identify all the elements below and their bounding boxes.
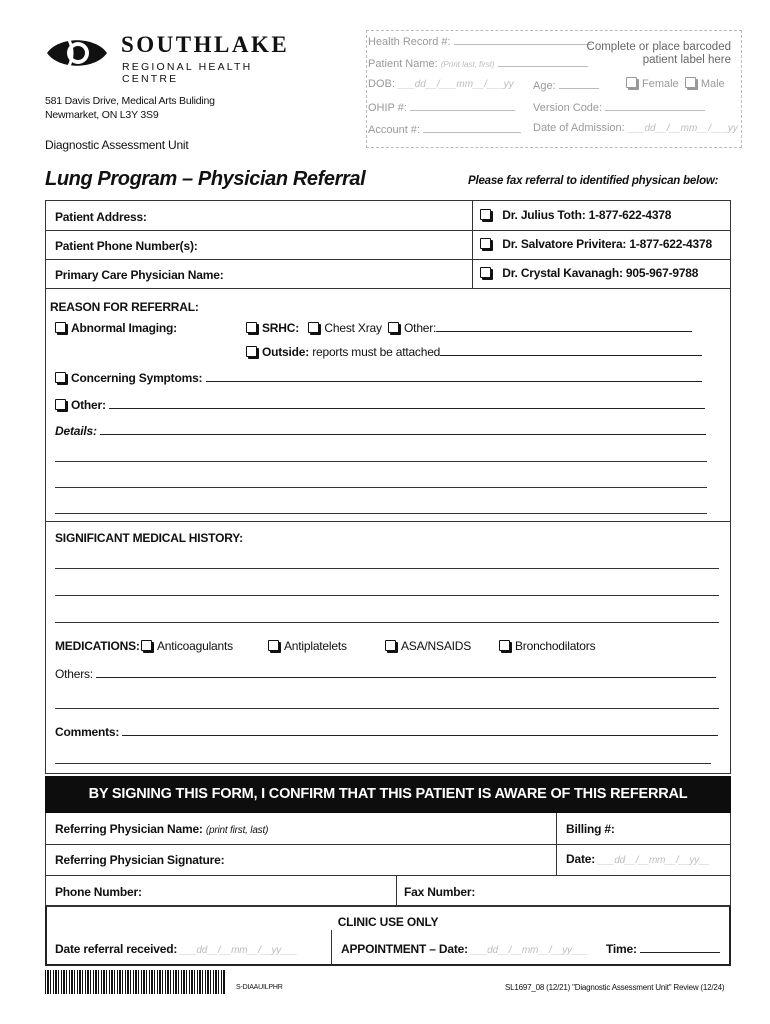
version-code-field[interactable] [605,100,705,111]
history-line-3[interactable] [55,622,719,623]
details-line-2[interactable] [55,461,707,462]
concerning-checkbox[interactable] [55,372,66,383]
clinic-heading: CLINIC USE ONLY [337,915,439,929]
appointment-time-field[interactable] [640,942,720,953]
reason-heading: REASON FOR REFERRAL: [50,300,199,314]
account-label: Account #: [368,124,420,136]
medications-label: MEDICATIONS: [55,639,140,653]
label-note: Complete or place barcoded patient label here [586,41,731,66]
female-label: Female [642,78,679,90]
comments-row[interactable]: Comments: [55,725,718,739]
male-label: Male [700,78,725,90]
barcode [45,970,225,994]
reason-other-checkbox[interactable] [55,399,66,410]
date-received-field[interactable]: ___dd__/__mm__/__yy___ [180,945,298,956]
sign-date-row[interactable]: Date: ___dd__/__mm__/__yy__ [566,852,710,866]
version-code-label: Version Code: [533,102,603,114]
anticoagulants-checkbox[interactable] [141,640,152,651]
srhc-other-field[interactable] [436,321,692,332]
concerning-field[interactable] [206,371,702,382]
others-row[interactable]: Others: [55,667,716,681]
details-field[interactable] [100,424,706,435]
patient-name-field[interactable] [498,56,588,67]
outside-field[interactable] [440,345,702,356]
female-checkbox[interactable] [626,77,637,88]
signature-label[interactable]: Referring Physician Signature: [55,853,225,867]
comments-field[interactable] [122,725,718,736]
admission-date-field[interactable]: ___dd__/__mm__/___yy [627,123,738,134]
admission-date-label: Date of Admission: [533,122,625,134]
reason-other-row[interactable]: Other: [55,398,705,412]
others-line-2[interactable] [55,708,719,709]
bronchodilators-checkbox[interactable] [499,640,510,651]
medications-row: MEDICATIONS: Anticoagulants Antiplatelets ASA/NSAIDS Bronchodilators [55,639,596,653]
logo-name: SOUTHLAKE [121,32,290,57]
ohip-label: OHIP #: [368,102,407,114]
appointment-time-row[interactable]: Time: [606,942,720,956]
kavanagh-checkbox[interactable] [480,267,491,278]
dob-label: DOB: [368,78,395,90]
details-row[interactable]: Details: [55,424,706,438]
history-line-2[interactable] [55,595,719,596]
others-field[interactable] [96,667,716,678]
physician-kavanagh[interactable]: Dr. Crystal Kavanagh: 905-967-9788 [480,266,698,280]
form-title: Lung Program – Physician Referral [45,168,366,190]
appointment-date-field[interactable]: ___dd__/__mm__/__yy___ [471,945,588,956]
srhc-checkbox[interactable] [246,322,257,333]
details-line-4[interactable] [55,513,707,514]
logo [45,30,307,85]
dob-field[interactable]: ___dd__/___mm__/___yy [397,79,514,90]
antiplatelets-checkbox[interactable] [268,640,279,651]
consent-banner: BY SIGNING THIS FORM, I CONFIRM THAT THIS PATIENT IS AWARE OF THIS REFERRAL [45,776,731,813]
srhc-row[interactable]: SRHC: Chest Xray Other: [246,321,692,335]
referring-name-row[interactable]: Referring Physician Name: (print first, last) [55,822,269,836]
physician-toth[interactable]: Dr. Julius Toth: 1-877-622-4378 [480,208,671,222]
form-code: S-DIAAUILPHR [236,984,283,991]
concerning-symptoms-row[interactable]: Concerning Symptoms: [55,371,702,385]
srhc-other-checkbox[interactable] [388,322,399,333]
patient-name-hint: (Print last, first) [440,60,495,69]
reason-other-field[interactable] [109,398,705,409]
revision-note: SL1697_08 (12/21) "Diagnostic Assessment Unit" Review (12/24) [505,983,725,992]
asa-nsaids-checkbox[interactable] [385,640,396,651]
outside-row[interactable]: Outside: reports must be attached [246,345,702,359]
male-checkbox[interactable] [685,77,696,88]
patient-name-label: Patient Name: [368,58,438,70]
primary-care-label[interactable]: Primary Care Physician Name: [55,268,224,282]
history-heading: SIGNIFICANT MEDICAL HISTORY: [55,531,243,545]
health-record-label: Health Record #: [368,36,451,48]
ohip-field[interactable] [410,100,515,111]
patient-label-box [366,30,742,148]
patient-phone-label[interactable]: Patient Phone Number(s): [55,239,198,253]
fax-label[interactable]: Fax Number: [404,885,476,899]
logo-subtitle: REGIONAL HEALTH CENTRE [122,61,253,85]
toth-checkbox[interactable] [480,209,491,220]
abnormal-imaging[interactable]: Abnormal Imaging: [55,321,177,335]
abnormal-imaging-checkbox[interactable] [55,322,66,333]
physician-privitera[interactable]: Dr. Salvatore Privitera: 1-877-622-4378 [480,237,712,251]
eye-logo-icon [45,30,109,76]
appointment-row[interactable]: APPOINTMENT – Date: ___dd__/__mm__/__yy___ [341,942,588,956]
address-line-2: Newmarket, ON L3Y 3S9 [45,109,159,121]
health-record-field[interactable] [454,34,592,45]
date-received-row[interactable]: Date referral received: ___dd__/__mm__/__yy___ [55,942,298,956]
age-field[interactable] [559,78,599,89]
chest-xray-checkbox[interactable] [308,322,319,333]
history-line-1[interactable] [55,568,719,569]
phone-label[interactable]: Phone Number: [55,885,142,899]
address-line-1: 581 Davis Drive, Medical Arts Buliding [45,95,215,107]
fax-note: Please fax referral to identified physican below: [468,175,719,187]
billing-label[interactable]: Billing #: [566,822,615,836]
age-label: Age: [533,80,556,92]
unit-name: Diagnostic Assessment Unit [45,138,189,152]
patient-address-label[interactable]: Patient Address: [55,210,147,224]
outside-checkbox[interactable] [246,346,257,357]
account-field[interactable] [423,122,521,133]
details-line-3[interactable] [55,487,707,488]
privitera-checkbox[interactable] [480,238,491,249]
comments-line-2[interactable] [55,763,711,764]
sign-date-field[interactable]: ___dd__/__mm__/__yy__ [598,855,710,866]
